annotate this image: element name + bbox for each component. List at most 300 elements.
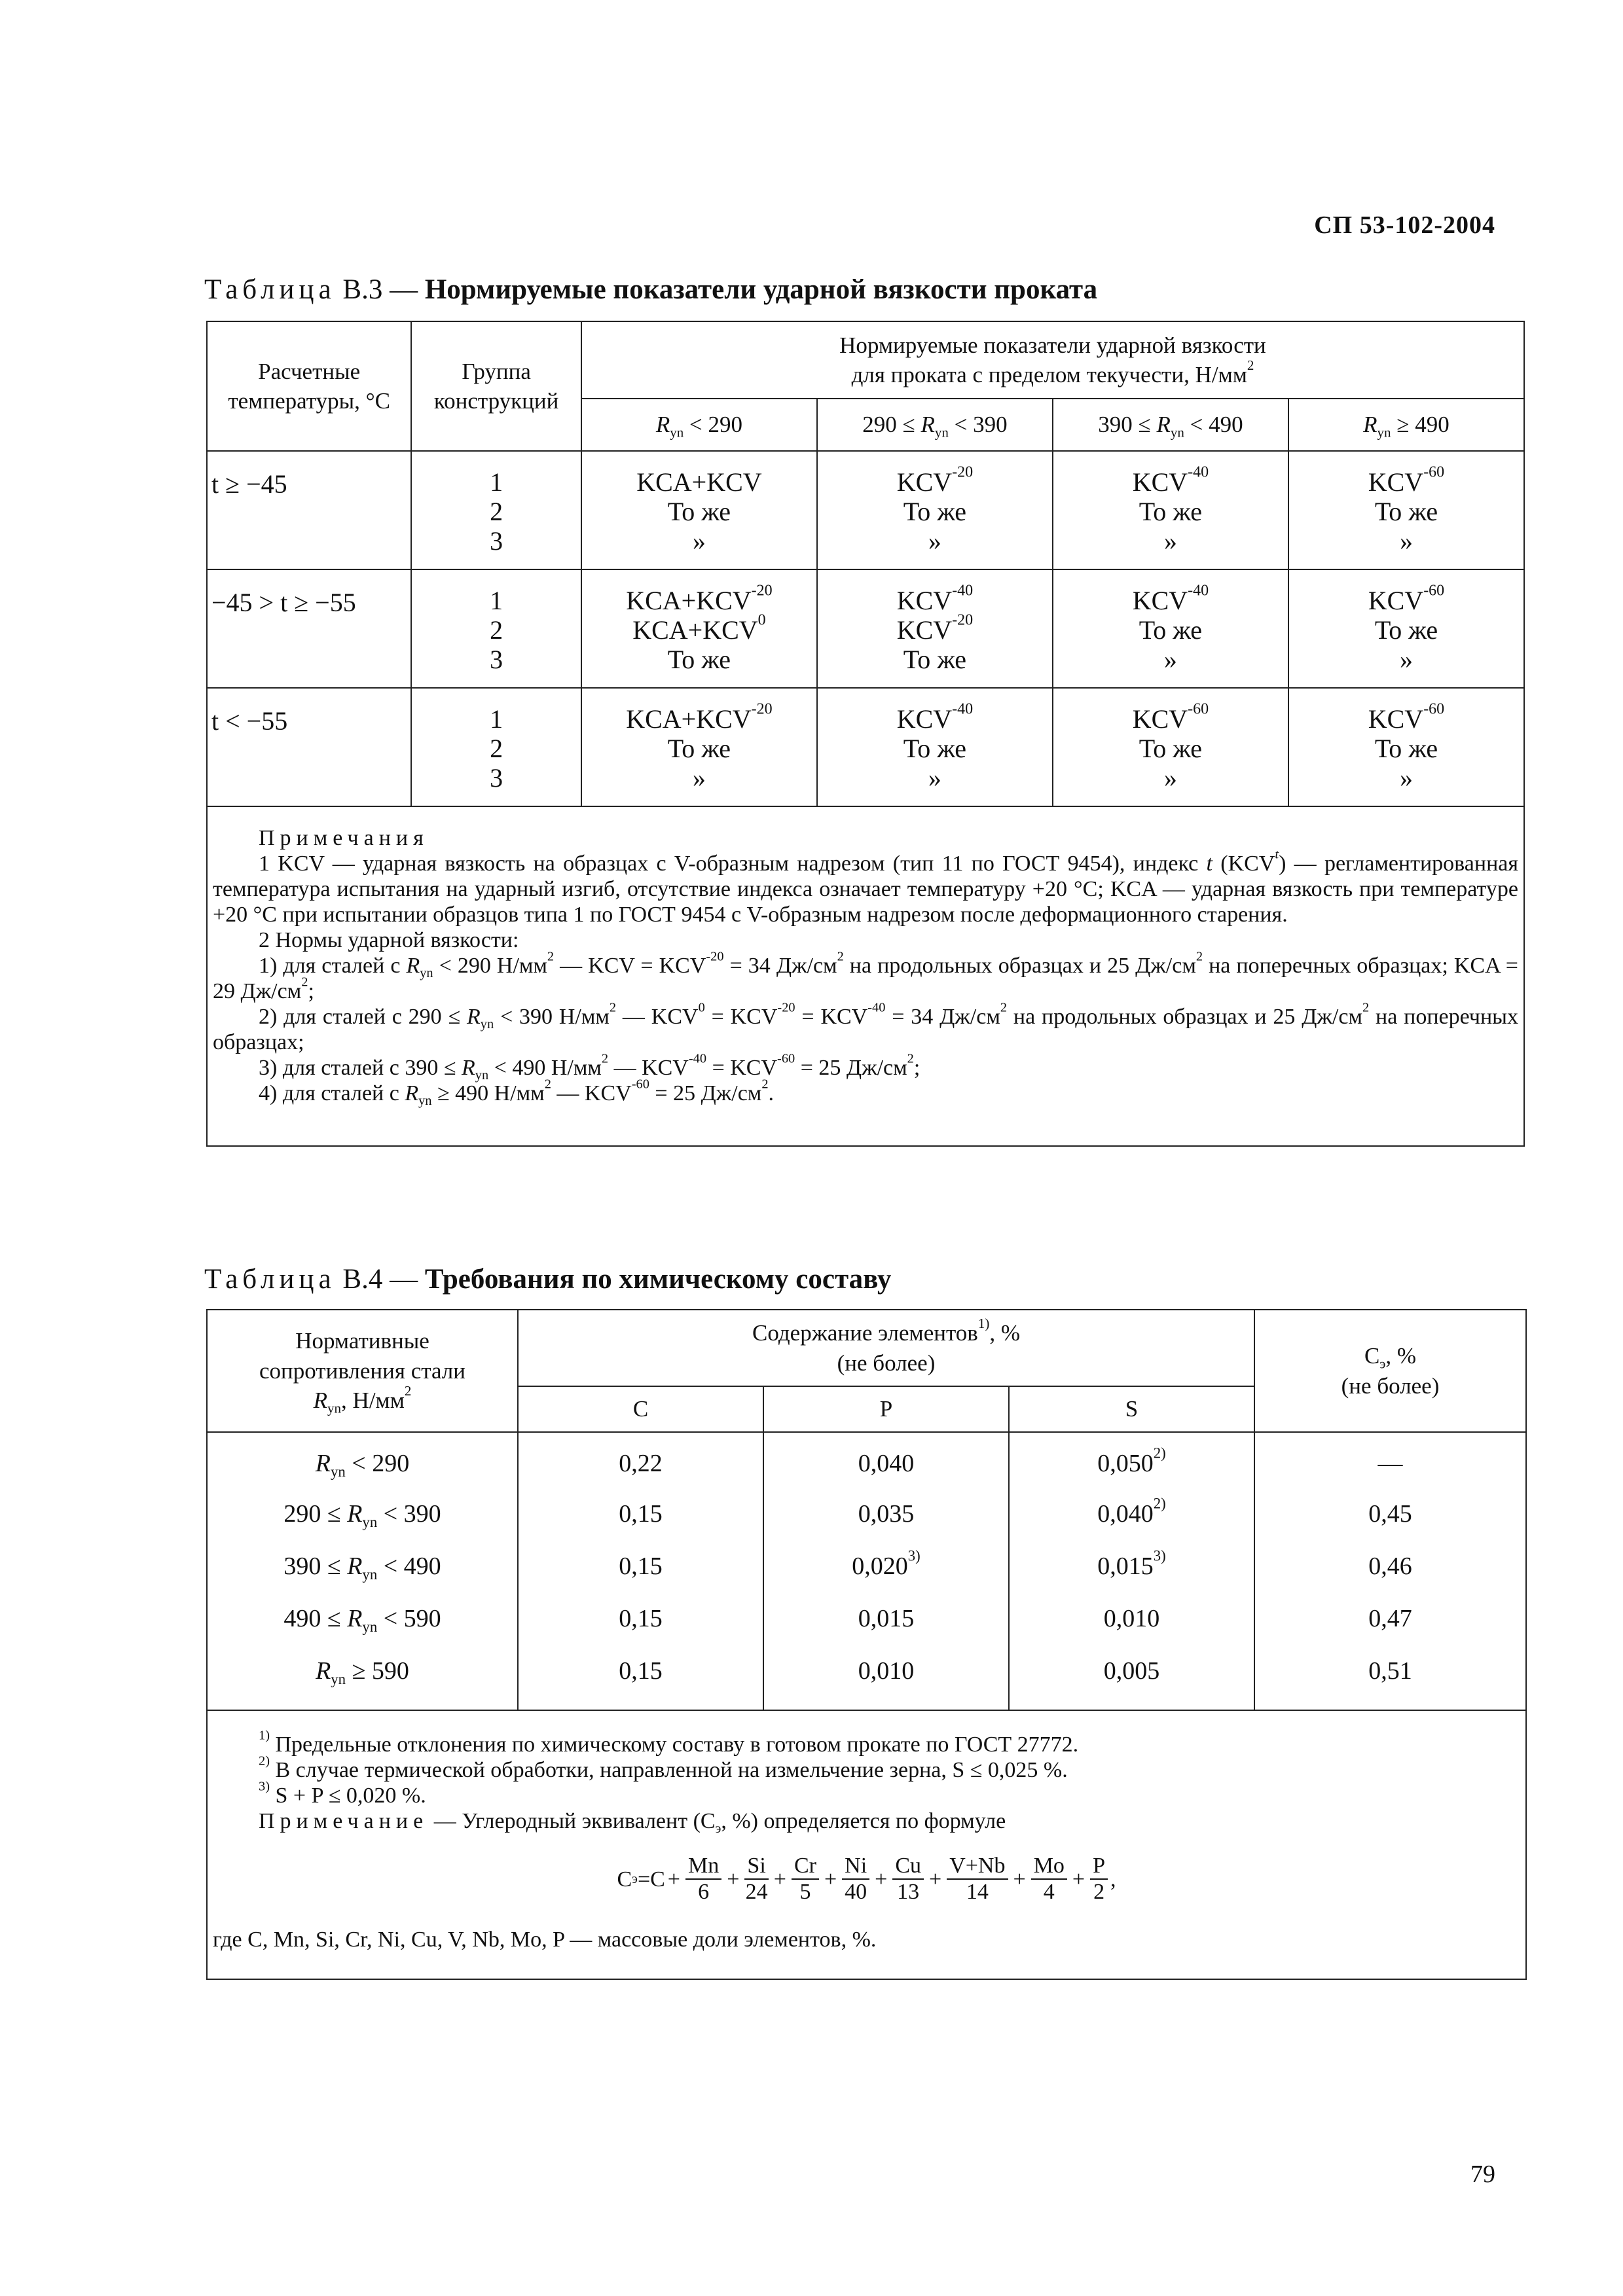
footnotes-row [207, 1710, 1526, 1979]
fraction-numerator: Cr [792, 1854, 819, 1880]
table-b3-number: В.3 [342, 274, 383, 305]
formula-fraction [744, 1854, 768, 1905]
temperature-cell [207, 688, 411, 806]
sulfur-cell [1009, 1645, 1254, 1710]
toughness-cell [817, 451, 1053, 569]
text-run: 2 [1362, 1000, 1370, 1015]
text-run: на продольных образцах и 25 Дж/см [843, 954, 1196, 978]
table-row [207, 1592, 1526, 1645]
text-run: . [768, 1081, 775, 1105]
toughness-text: KCV [1368, 467, 1424, 497]
text-run: 2 [1195, 949, 1203, 964]
table-b4-number: В.4 [342, 1264, 383, 1295]
temperature-cell [207, 569, 411, 688]
toughness-sup: 0 [757, 611, 766, 629]
phosphorus-value: 0,035 [858, 1500, 915, 1528]
table-row [207, 1645, 1526, 1710]
toughness-cell [581, 569, 817, 688]
text-run: — Углеродный эквивалент (С [428, 1809, 716, 1833]
toughness-text: KCV [1132, 586, 1188, 615]
text-run: В случае термической обработки, направленной на измельчение зерна, S ≤ 0,025 %. [270, 1758, 1068, 1782]
carbon-cell: 0,15 [518, 1645, 763, 1710]
phosphorus-cell [763, 1592, 1009, 1645]
r-sub: yn [934, 424, 949, 440]
note-paragraph [213, 1077, 1518, 1109]
toughness-text: KCA+KCV [626, 586, 752, 615]
formula-where: где C, Mn, Si, Cr, Ni, Cu, V, Nb, Mo, P — массовые доли элементов, %. [213, 1928, 877, 1952]
toughness-value [582, 763, 816, 793]
text-run: R [406, 954, 420, 978]
text-run: = 25 Дж/см [795, 1056, 907, 1080]
text-run: -60 [777, 1051, 795, 1066]
text-run: на поперечных образцах; KCA = 29 Дж/см [213, 954, 1518, 1003]
header-toughness-line2 [582, 357, 1523, 390]
r-symbol: R [347, 1552, 363, 1580]
header-content-text: Содержание элементов [752, 1320, 978, 1346]
fraction-numerator: Mo [1031, 1854, 1067, 1880]
text-run-italic: t [1275, 847, 1279, 862]
text-run: на продольных образцах и 25 Дж/см [1007, 1005, 1362, 1029]
header-ce-line1 [1255, 1341, 1525, 1371]
footnote [213, 1753, 1520, 1783]
toughness-value [818, 611, 1052, 645]
header-structure-group-line2: конструкций [433, 388, 559, 414]
note-paragraph [213, 927, 1518, 953]
formula-fraction [792, 1854, 819, 1905]
r-sub: yn [670, 424, 684, 440]
toughness-text: » [1163, 526, 1177, 556]
range-prefix: 290 ≤ [862, 412, 921, 438]
text-run: — KCV = KCV [554, 954, 706, 978]
table-row [207, 688, 1524, 806]
temperature-value: t ≥ −45 [211, 469, 287, 499]
text-run: 3) [259, 1779, 270, 1794]
note-label: Примечание [259, 1809, 429, 1833]
header-toughness-line1: Нормируемые показатели ударной вязкости [839, 332, 1266, 358]
carbon-cell: 0,15 [518, 1592, 763, 1645]
toughness-value [1053, 463, 1288, 497]
footnote [213, 1779, 1520, 1808]
toughness-value [1289, 526, 1523, 556]
range-suffix: < 590 [377, 1605, 441, 1632]
header-ce-sub: э [1379, 1355, 1386, 1372]
sulfur-cell [1009, 1432, 1254, 1488]
toughness-value [818, 463, 1052, 497]
toughness-sup: -20 [751, 582, 773, 600]
sulfur-footnote: 2) [1153, 1495, 1166, 1512]
document-code: СП 53-102-2004 [1314, 211, 1495, 239]
toughness-text: KCV [1368, 704, 1424, 734]
r-symbol: R [921, 412, 935, 438]
toughness-value [1289, 497, 1523, 526]
toughness-text: KCA+KCV [636, 467, 762, 497]
resistance-range-cell [207, 1592, 518, 1645]
header-structure-group [411, 321, 581, 451]
table-b3-label: Таблица [204, 274, 336, 305]
footnote [213, 1728, 1520, 1757]
formula-eq: =C [637, 1867, 665, 1892]
fraction-numerator: Mn [685, 1854, 721, 1880]
group-cell [411, 688, 581, 806]
resistance-range-cell [207, 1645, 518, 1710]
range-suffix: < 290 [345, 1450, 410, 1477]
toughness-text: KCV [1368, 586, 1424, 615]
toughness-text: То же [1374, 615, 1438, 645]
toughness-sup: -60 [1423, 463, 1445, 481]
r-sub: yn [1377, 424, 1391, 440]
header-normative-resistance [207, 1310, 518, 1432]
header-content-tail: , % [989, 1320, 1020, 1346]
r-sub: yn [362, 1513, 378, 1530]
sulfur-cell [1009, 1592, 1254, 1645]
formula-plus: + [727, 1867, 740, 1892]
r-symbol: R [1363, 412, 1377, 438]
toughness-value [1289, 645, 1523, 674]
phosphorus-value: 0,015 [858, 1605, 915, 1632]
formula-plus: + [824, 1867, 837, 1892]
toughness-value [1053, 526, 1288, 556]
text-run: 2 [837, 949, 844, 964]
note-paragraph [213, 847, 1518, 927]
toughness-text: » [1163, 645, 1177, 674]
toughness-value [1289, 582, 1523, 615]
toughness-value [582, 645, 816, 674]
toughness-value [1053, 734, 1288, 763]
sulfur-footnote: 2) [1153, 1444, 1166, 1462]
text-run: — KCV [551, 1081, 632, 1105]
toughness-value [818, 497, 1052, 526]
formula-fraction [1090, 1854, 1108, 1905]
text-run: -40 [867, 1000, 886, 1015]
header-normative-line2: сопротивления стали [259, 1357, 465, 1384]
toughness-value [818, 734, 1052, 763]
toughness-value [1289, 734, 1523, 763]
toughness-value [582, 734, 816, 763]
sulfur-value: 0,040 [1097, 1500, 1154, 1528]
toughness-value [1289, 700, 1523, 734]
text-run: э [715, 1821, 721, 1837]
fraction-denominator: 40 [845, 1880, 867, 1904]
range-prefix: 390 ≤ [1098, 412, 1157, 438]
toughness-value [1289, 763, 1523, 793]
group-number: 2 [490, 615, 503, 645]
resistance-range-cell [207, 1540, 518, 1592]
toughness-sup: -40 [952, 582, 974, 600]
formula-fraction [892, 1854, 924, 1905]
text-run: yn [480, 1017, 494, 1032]
carbon-cell: 0,15 [518, 1540, 763, 1592]
toughness-text: » [1399, 526, 1413, 556]
text-run: R [467, 1005, 481, 1029]
toughness-text: KCV [896, 467, 953, 497]
r-sub: yn [362, 1618, 378, 1635]
table-b4-title: Требования по химическому составу [424, 1264, 892, 1295]
text-run: = KCV [704, 1005, 778, 1029]
toughness-text: » [1399, 763, 1413, 793]
temperature-value: t < −55 [211, 706, 288, 736]
header-design-temperature-line2: температуры, °С [228, 388, 390, 414]
carbon-equivalent-cell: 0,51 [1254, 1645, 1526, 1710]
toughness-text: KCV [1132, 467, 1188, 497]
toughness-text: То же [1139, 497, 1203, 526]
table-b4 [206, 1309, 1527, 1980]
table-row [207, 1488, 1526, 1540]
text-run: 2 Нормы ударной вязкости: [259, 928, 519, 952]
toughness-text: То же [1374, 497, 1438, 526]
r-sub: yn [1170, 424, 1184, 440]
text-run: ; [308, 979, 314, 1003]
fraction-denominator: 13 [897, 1880, 920, 1904]
toughness-value [818, 700, 1052, 734]
range-prefix: 490 ≤ [283, 1605, 348, 1632]
r-symbol: R [347, 1605, 363, 1632]
toughness-text: KCV [896, 615, 953, 645]
temperature-cell [207, 451, 411, 569]
header-content-line1 [519, 1318, 1254, 1348]
toughness-sup: -60 [1188, 700, 1209, 718]
range-suffix: < 290 [684, 412, 742, 438]
r-symbol: R [655, 412, 670, 438]
text-run: 2 [761, 1077, 769, 1092]
text-run: 1 KCV — ударная вязкость на образцах с V-образным надрезом (тип 11 по ГОСТ 9454), индекс [259, 852, 1207, 876]
group-number: 1 [490, 467, 503, 497]
fraction-denominator: 6 [698, 1880, 710, 1904]
fraction-numerator: Cu [892, 1854, 924, 1880]
sulfur-footnote: 3) [1153, 1547, 1166, 1564]
toughness-text: То же [667, 734, 731, 763]
toughness-value [1053, 700, 1288, 734]
text-run: 2) [259, 1753, 270, 1768]
toughness-text: » [1399, 645, 1413, 674]
temperature-value: −45 > t ≥ −55 [211, 588, 356, 617]
sulfur-value: 0,015 [1097, 1552, 1154, 1580]
text-run: 2 [544, 1077, 551, 1092]
toughness-text: » [1163, 763, 1177, 793]
toughness-text: KCV [896, 586, 953, 615]
toughness-text: KCV [896, 704, 953, 734]
text-run: 2) для сталей с 290 ≤ [259, 1005, 467, 1029]
header-structure-group-line1: Группа [462, 358, 531, 384]
text-run: t [1206, 852, 1213, 876]
formula-plus: + [1072, 1867, 1085, 1892]
toughness-value [582, 497, 816, 526]
toughness-text: То же [903, 734, 967, 763]
fraction-denominator: 14 [966, 1880, 989, 1904]
toughness-value [1053, 615, 1288, 645]
formula-lhs: С [617, 1867, 632, 1892]
text-run: 2 [907, 1051, 914, 1066]
carbon-equivalent-cell: 0,47 [1254, 1592, 1526, 1645]
phosphorus-value: 0,020 [852, 1552, 908, 1580]
notes-heading: Примечания [259, 826, 429, 850]
r-sub: yn [327, 1400, 342, 1416]
group-number: 2 [490, 734, 503, 763]
range-prefix: 390 ≤ [283, 1552, 348, 1580]
header-yield-range [1288, 399, 1524, 451]
toughness-sup: -40 [1188, 582, 1209, 600]
toughness-text: » [692, 763, 706, 793]
range-suffix: ≥ 590 [346, 1657, 409, 1685]
header-ce-tail: , % [1385, 1343, 1417, 1369]
toughness-text: » [928, 763, 941, 793]
text-run: 0 [698, 1000, 705, 1015]
toughness-cell [1053, 569, 1288, 688]
group-number: 3 [490, 526, 503, 556]
text-run: R [405, 1081, 419, 1105]
text-run: -20 [706, 949, 724, 964]
caption-dash: — [390, 274, 418, 305]
table-row [207, 451, 1524, 569]
text-run: Предельные отклонения по химическому составу в готовом прокате по ГОСТ 27772. [270, 1732, 1079, 1757]
header-yield-range [1053, 399, 1288, 451]
header-toughness-line2-sup: 2 [1247, 357, 1254, 374]
note-paragraph [213, 1808, 1520, 1837]
text-run: 4) для сталей с [259, 1081, 405, 1105]
r-sub: yn [362, 1566, 378, 1583]
phosphorus-value: 0,040 [858, 1450, 915, 1477]
text-run: 1) для сталей с [259, 954, 407, 978]
text-run: -20 [777, 1000, 795, 1015]
footnotes-cell [207, 1710, 1526, 1979]
header-element-c: C [518, 1386, 763, 1432]
toughness-cell [1053, 688, 1288, 806]
formula-end: , [1110, 1867, 1116, 1892]
group-cell [411, 569, 581, 688]
text-run: < 490 Н/мм [488, 1056, 602, 1080]
text-run: = 34 Дж/см [885, 1005, 1000, 1029]
toughness-value [1289, 463, 1523, 497]
notes-cell [207, 806, 1524, 1146]
toughness-text: То же [903, 497, 967, 526]
table-b4-caption [204, 1263, 891, 1295]
r-sub: yn [330, 1463, 346, 1480]
range-suffix: < 490 [377, 1552, 441, 1580]
toughness-sup: -20 [952, 611, 974, 629]
range-suffix: < 490 [1184, 412, 1243, 438]
toughness-value [1053, 497, 1288, 526]
text-run: (KCV [1213, 852, 1275, 876]
toughness-cell [817, 569, 1053, 688]
r-sub: yn [331, 1670, 346, 1687]
header-normative-line3 [208, 1383, 517, 1416]
phosphorus-cell [763, 1645, 1009, 1710]
fraction-numerator: P [1090, 1854, 1108, 1880]
text-run: ; [913, 1056, 921, 1080]
toughness-text: То же [1374, 734, 1438, 763]
header-toughness-line2-text: для проката с пределом текучести, Н/мм [851, 362, 1247, 387]
text-run: < 390 Н/мм [494, 1005, 610, 1029]
toughness-text: KCA+KCV [626, 704, 752, 734]
text-run: , %) определяется по формуле [721, 1809, 1006, 1833]
phosphorus-cell [763, 1432, 1009, 1488]
carbon-cell: 0,15 [518, 1488, 763, 1540]
text-run: 2 [601, 1051, 609, 1066]
text-run: -60 [631, 1077, 649, 1092]
header-yield-range [817, 399, 1053, 451]
header-yield-range [581, 399, 817, 451]
phosphorus-footnote: 3) [907, 1547, 921, 1564]
header-normative-unit: , Н/мм [341, 1388, 405, 1414]
text-run: yn [418, 1094, 432, 1109]
text-run: 3) для сталей с 390 ≤ [259, 1056, 462, 1080]
toughness-value [1053, 763, 1288, 793]
text-run: 2 [609, 1000, 617, 1015]
text-run: 2 [547, 949, 555, 964]
toughness-value [1053, 645, 1288, 674]
formula-plus: + [773, 1867, 786, 1892]
header-normative-unit-sup: 2 [404, 1383, 412, 1399]
text-run: S + P ≤ 0,020 %. [270, 1784, 426, 1808]
sulfur-cell [1009, 1540, 1254, 1592]
note-paragraph [213, 1000, 1518, 1055]
formula-plus: + [1013, 1867, 1026, 1892]
header-design-temperature [207, 321, 411, 451]
toughness-text: То же [903, 645, 967, 674]
text-run: yn [475, 1068, 489, 1083]
sulfur-value: 0,010 [1103, 1605, 1160, 1632]
r-symbol: R [315, 1450, 331, 1477]
table-b3-title: Нормируемые показатели ударной вязкости проката [424, 274, 1098, 305]
toughness-cell [1053, 451, 1288, 569]
formula-fraction [842, 1854, 869, 1905]
fraction-denominator: 5 [799, 1880, 811, 1904]
sulfur-value: 0,005 [1103, 1657, 1160, 1685]
header-ce-line2: (не более) [1341, 1372, 1440, 1399]
text-run: < 290 Н/мм [433, 954, 547, 978]
fraction-denominator: 24 [745, 1880, 768, 1904]
phosphorus-value: 0,010 [858, 1657, 915, 1685]
text-run: yn [420, 966, 433, 981]
carbon-equivalent-cell: 0,46 [1254, 1540, 1526, 1592]
text-run: = KCV [795, 1005, 868, 1029]
note-paragraph [213, 1051, 1518, 1083]
fraction-numerator: Ni [842, 1854, 869, 1880]
toughness-value [818, 645, 1052, 674]
text-run: 2 [1000, 1000, 1008, 1015]
toughness-value [582, 582, 816, 615]
header-content-sup: 1) [977, 1316, 990, 1332]
carbon-cell: 0,22 [518, 1432, 763, 1488]
text-run: ) — регламентированная температура испытания на ударный изгиб, отсутствие индекса означает температуру +20 °С; KCA — ударная вязкость при температуре +20 °С при испытании образцов типа 1 по ГОСТ 9454 с V-образным надрезом после деформационного старения. [213, 852, 1518, 927]
toughness-sup: -40 [1188, 463, 1209, 481]
header-toughness-indicators [581, 321, 1524, 399]
group-number: 1 [490, 586, 503, 615]
text-run: 2 [301, 975, 308, 990]
toughness-text: То же [1139, 615, 1203, 645]
sulfur-cell [1009, 1488, 1254, 1540]
group-number: 3 [490, 763, 503, 793]
toughness-value [818, 526, 1052, 556]
toughness-cell [581, 451, 817, 569]
toughness-text: » [692, 526, 706, 556]
header-ce-base: С [1364, 1343, 1380, 1369]
carbon-equivalent-cell: 0,45 [1254, 1488, 1526, 1540]
fraction-denominator: 2 [1093, 1880, 1105, 1904]
toughness-sup: -60 [1423, 582, 1445, 600]
toughness-text: KCA+KCV [632, 615, 758, 645]
table-row [207, 1432, 1526, 1488]
formula-plus: + [667, 1867, 680, 1892]
toughness-value [582, 526, 816, 556]
toughness-sup: -40 [952, 700, 974, 718]
r-symbol: R [313, 1388, 328, 1414]
toughness-value [1053, 582, 1288, 615]
toughness-text: KCV [1132, 704, 1188, 734]
header-element-p: P [763, 1386, 1009, 1432]
resistance-range-cell [207, 1432, 518, 1488]
text-run: R [461, 1056, 475, 1080]
header-element-s: S [1009, 1386, 1254, 1432]
